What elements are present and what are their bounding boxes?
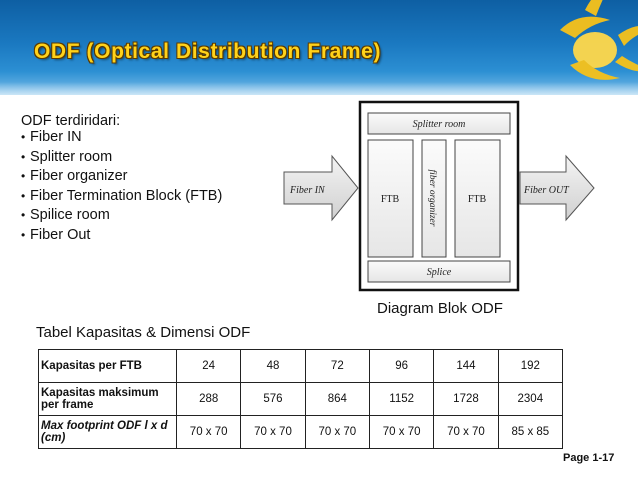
- table-cell: 288: [177, 383, 241, 416]
- table-cell: 96: [369, 350, 433, 383]
- fiber-organizer-label: fiber organizer: [427, 169, 437, 227]
- table-cell: 70 x 70: [241, 416, 305, 449]
- bullet-icon: •: [21, 169, 26, 184]
- odf-block-diagram: [282, 100, 598, 298]
- list-item-label: Splitter room: [30, 148, 113, 165]
- table-cell: 864: [305, 383, 369, 416]
- splitter-room-label: Splitter room: [412, 119, 466, 130]
- table-row: [39, 383, 563, 416]
- capacity-table: [38, 349, 563, 449]
- fiber-out-label: Fiber OUT: [524, 185, 569, 196]
- table-cell: 192: [498, 350, 562, 383]
- row-header: Kapasitas maksimum per frame: [39, 383, 177, 416]
- table-cell: 576: [241, 383, 305, 416]
- table-cell: 144: [434, 350, 498, 383]
- table-cell: 1152: [369, 383, 433, 416]
- list-item: [21, 128, 222, 148]
- table-cell: 24: [177, 350, 241, 383]
- list-item-label: Fiber Termination Block (FTB): [30, 187, 223, 204]
- diagram-caption: Diagram Blok ODF: [377, 300, 503, 317]
- ftb-left-label: FTB: [380, 194, 400, 205]
- slide-title: ODF (Optical Distribution Frame): [34, 40, 382, 63]
- list-item-label: Spilice room: [30, 207, 110, 224]
- intro-heading: ODF terdiridari:: [21, 113, 121, 129]
- bullet-icon: •: [21, 149, 26, 164]
- list-item: [21, 226, 222, 246]
- page-number: Page 1-17: [563, 452, 615, 464]
- list-item: [21, 167, 222, 187]
- list-item-label: Fiber IN: [30, 129, 82, 145]
- table-cell: 70 x 70: [177, 416, 241, 449]
- bullet-icon: •: [21, 208, 26, 223]
- list-item-label: Fiber organizer: [30, 168, 128, 185]
- row-header: Max footprint ODF l x d (cm): [39, 416, 177, 449]
- table-cell: 70 x 70: [434, 416, 498, 449]
- table-cell: 48: [241, 350, 305, 383]
- list-item: [21, 187, 222, 207]
- ftb-right-label: FTB: [467, 194, 487, 205]
- table-row: [39, 416, 563, 449]
- table-row: [39, 350, 563, 383]
- table-cell: 72: [305, 350, 369, 383]
- table-cell: 1728: [434, 383, 498, 416]
- list-item: [21, 206, 222, 226]
- table-cell: 70 x 70: [369, 416, 433, 449]
- bullet-icon: •: [21, 130, 26, 144]
- fiber-in-label: Fiber IN: [290, 185, 325, 196]
- bullet-icon: •: [21, 188, 26, 203]
- splice-label: Splice: [426, 267, 452, 278]
- bullet-icon: •: [21, 227, 26, 242]
- table-cell: 85 x 85: [498, 416, 562, 449]
- table-cell: 2304: [498, 383, 562, 416]
- list-item-label: Fiber Out: [30, 226, 91, 243]
- component-list: [21, 128, 222, 246]
- table-cell: 70 x 70: [305, 416, 369, 449]
- list-item: [21, 148, 222, 168]
- row-header: Kapasitas per FTB: [39, 350, 177, 383]
- table-caption: Tabel Kapasitas & Dimensi ODF: [36, 324, 251, 341]
